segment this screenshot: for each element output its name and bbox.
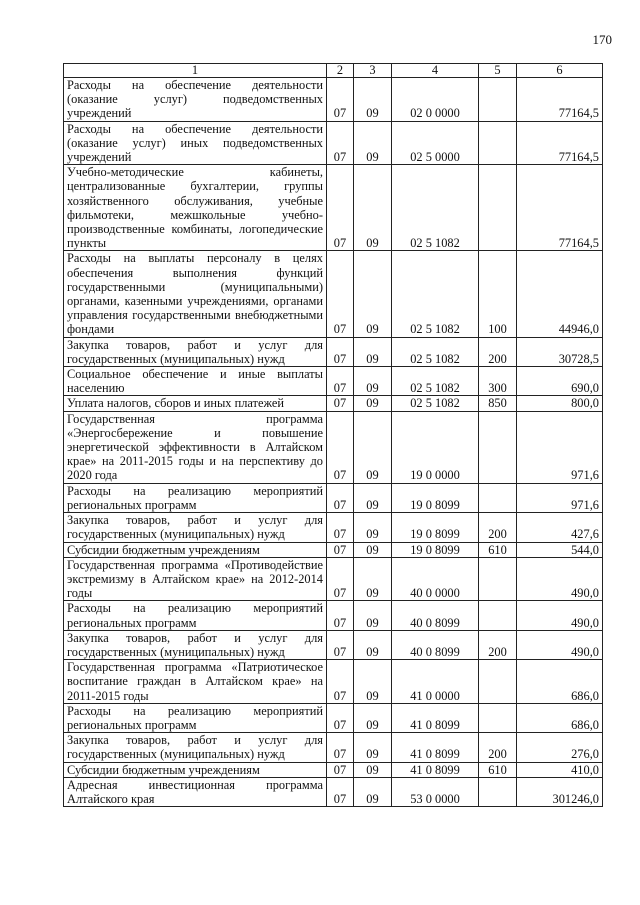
row-target-code: 02 5 0000 [392,121,479,165]
row-target-code: 19 0 8099 [392,483,479,512]
row-target-code: 40 0 0000 [392,557,479,601]
row-description: Государственная программа «Энергосбережение и повышение энергетической эффективности в Алтайском крае» на 2011-2015 годы и на перспективу до 2020 года [64,411,327,483]
row-subsection: 09 [354,251,392,337]
table-row [64,121,603,165]
row-subsection: 09 [354,630,392,659]
row-section: 07 [327,411,354,483]
row-target-code: 40 0 8099 [392,630,479,659]
row-target-code: 19 0 0000 [392,411,479,483]
row-amount: 77164,5 [517,165,603,251]
row-expense-type: 100 [479,251,517,337]
row-target-code: 41 0 8099 [392,703,479,732]
row-target-code: 02 5 1082 [392,251,479,337]
row-expense-type: 200 [479,630,517,659]
header-cell: 6 [517,64,603,78]
row-amount: 971,6 [517,411,603,483]
row-subsection: 09 [354,411,392,483]
table-row [64,762,603,777]
row-target-code: 40 0 8099 [392,601,479,630]
table-row [64,251,603,337]
table-row [64,411,603,483]
row-subsection: 09 [354,121,392,165]
row-amount: 490,0 [517,630,603,659]
row-description: Закупка товаров, работ и услуг для государственных (муниципальных) нужд [64,513,327,542]
row-amount: 490,0 [517,601,603,630]
table-row [64,165,603,251]
row-section: 07 [327,483,354,512]
table-row [64,601,603,630]
row-expense-type [479,411,517,483]
row-amount: 427,6 [517,513,603,542]
budget-table [63,63,603,807]
row-expense-type [479,121,517,165]
row-section: 07 [327,630,354,659]
row-subsection: 09 [354,660,392,704]
row-description: Закупка товаров, работ и услуг для государственных (муниципальных) нужд [64,733,327,762]
row-description: Государственная программа «Противодействие экстремизму в Алтайском крае» на 2012-2014 годы [64,557,327,601]
row-expense-type [479,601,517,630]
header-cell: 1 [64,64,327,78]
table-row [64,483,603,512]
header-cell: 5 [479,64,517,78]
row-amount: 686,0 [517,660,603,704]
row-subsection: 09 [354,337,392,366]
row-section: 07 [327,703,354,732]
row-section: 07 [327,513,354,542]
row-expense-type: 200 [479,733,517,762]
table-row [64,337,603,366]
row-target-code: 41 0 8099 [392,733,479,762]
row-description: Расходы на реализацию мероприятий региональных программ [64,601,327,630]
row-expense-type: 300 [479,367,517,396]
row-amount: 686,0 [517,703,603,732]
table-row [64,733,603,762]
row-amount: 690,0 [517,367,603,396]
row-subsection: 09 [354,165,392,251]
row-target-code: 41 0 0000 [392,660,479,704]
row-subsection: 09 [354,396,392,411]
row-description: Расходы на обеспечение деятельности (оказание услуг) подведомственных учреждений [64,78,327,122]
header-cell: 2 [327,64,354,78]
row-expense-type [479,165,517,251]
row-section: 07 [327,337,354,366]
row-expense-type [479,78,517,122]
table-row [64,396,603,411]
row-amount: 544,0 [517,542,603,557]
row-subsection: 09 [354,483,392,512]
row-section: 07 [327,601,354,630]
row-target-code: 02 5 1082 [392,367,479,396]
row-target-code: 19 0 8099 [392,542,479,557]
row-expense-type [479,703,517,732]
row-target-code: 02 5 1082 [392,337,479,366]
table-row [64,557,603,601]
header-cell: 4 [392,64,479,78]
row-amount: 44946,0 [517,251,603,337]
row-target-code: 19 0 8099 [392,513,479,542]
row-expense-type [479,660,517,704]
row-description: Расходы на реализацию мероприятий региональных программ [64,703,327,732]
row-expense-type: 200 [479,337,517,366]
header-cell: 3 [354,64,392,78]
row-section: 07 [327,251,354,337]
table-row [64,777,603,806]
row-section: 07 [327,777,354,806]
row-description: Субсидии бюджетным учреждениям [64,542,327,557]
row-amount: 301246,0 [517,777,603,806]
row-section: 07 [327,78,354,122]
table-row [64,703,603,732]
table-row [64,630,603,659]
page-number: 170 [592,32,612,47]
row-subsection: 09 [354,78,392,122]
row-section: 07 [327,762,354,777]
row-subsection: 09 [354,542,392,557]
row-expense-type: 610 [479,542,517,557]
row-section: 07 [327,396,354,411]
row-description: Расходы на обеспечение деятельности (оказание услуг) иных подведомственных учреждений [64,121,327,165]
row-description: Социальное обеспечение и иные выплаты населению [64,367,327,396]
table-row [64,542,603,557]
row-amount: 30728,5 [517,337,603,366]
row-description: Расходы на выплаты персоналу в целях обеспечения выполнения функций государственными (муниципальными) органами, казенными учреждениями, органами управления государственными внебюджетными фондами [64,251,327,337]
row-section: 07 [327,733,354,762]
row-expense-type: 850 [479,396,517,411]
row-amount: 276,0 [517,733,603,762]
row-subsection: 09 [354,367,392,396]
row-amount: 800,0 [517,396,603,411]
row-description: Расходы на реализацию мероприятий региональных программ [64,483,327,512]
row-description: Учебно-методические кабинеты, централизованные бухгалтерии, группы хозяйственного обслуживания, учебные фильмотеки, межшкольные учебно-производственные комбинаты, логопедические пункты [64,165,327,251]
row-expense-type [479,777,517,806]
row-subsection: 09 [354,703,392,732]
row-section: 07 [327,557,354,601]
row-target-code: 02 5 1082 [392,165,479,251]
row-expense-type: 200 [479,513,517,542]
row-section: 07 [327,121,354,165]
table-header-row [64,64,603,78]
row-target-code: 02 5 1082 [392,396,479,411]
row-amount: 410,0 [517,762,603,777]
table-row [64,660,603,704]
row-amount: 77164,5 [517,78,603,122]
table-row [64,367,603,396]
row-expense-type: 610 [479,762,517,777]
row-target-code: 02 0 0000 [392,78,479,122]
row-description: Государственная программа «Патриотическое воспитание граждан в Алтайском крае» на 2011-2015 годы [64,660,327,704]
row-subsection: 09 [354,557,392,601]
row-subsection: 09 [354,601,392,630]
row-amount: 77164,5 [517,121,603,165]
row-amount: 971,6 [517,483,603,512]
row-description: Закупка товаров, работ и услуг для государственных (муниципальных) нужд [64,630,327,659]
row-target-code: 53 0 0000 [392,777,479,806]
row-subsection: 09 [354,762,392,777]
row-target-code: 41 0 8099 [392,762,479,777]
row-section: 07 [327,542,354,557]
row-section: 07 [327,165,354,251]
row-section: 07 [327,660,354,704]
row-description: Субсидии бюджетным учреждениям [64,762,327,777]
row-description: Адресная инвестиционная программа Алтайского края [64,777,327,806]
table-row [64,78,603,122]
row-subsection: 09 [354,513,392,542]
row-description: Закупка товаров, работ и услуг для государственных (муниципальных) нужд [64,337,327,366]
row-expense-type [479,557,517,601]
row-section: 07 [327,367,354,396]
row-description: Уплата налогов, сборов и иных платежей [64,396,327,411]
row-subsection: 09 [354,733,392,762]
row-subsection: 09 [354,777,392,806]
table-row [64,513,603,542]
row-amount: 490,0 [517,557,603,601]
row-expense-type [479,483,517,512]
